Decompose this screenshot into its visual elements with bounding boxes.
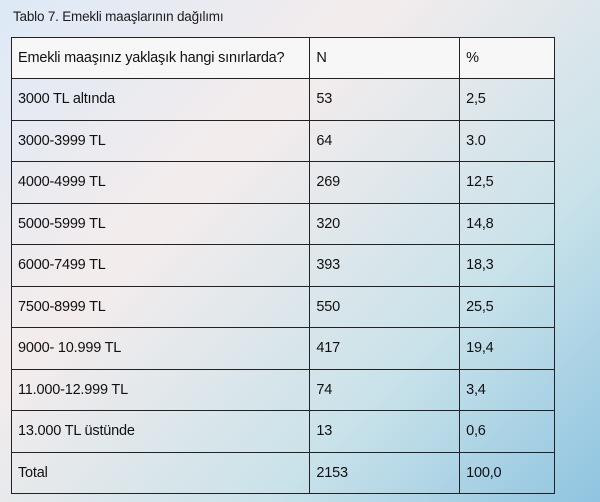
table-total-row	[12, 452, 555, 493]
table-row	[12, 162, 555, 204]
cell-n: 74	[310, 369, 460, 411]
cell-n: 393	[310, 245, 460, 287]
table-caption: Tablo 7. Emekli maaşlarının dağılımı	[13, 9, 224, 24]
cell-n: 269	[310, 162, 460, 204]
cell-range: 5000-5999 TL	[12, 203, 310, 245]
cell-n: 320	[310, 203, 460, 245]
table-row	[12, 79, 555, 121]
cell-n: 417	[310, 328, 460, 370]
cell-percent: 25,5	[460, 286, 555, 328]
cell-range: 3000-3999 TL	[12, 120, 310, 162]
table-row	[12, 369, 555, 411]
cell-range: 9000- 10.999 TL	[12, 328, 310, 370]
cell-percent: 100,0	[460, 452, 555, 493]
cell-percent: 18,3	[460, 245, 555, 287]
table-row	[12, 411, 555, 453]
pension-distribution-table	[11, 37, 555, 494]
cell-percent: 0,6	[460, 411, 555, 453]
cell-percent: 2,5	[460, 79, 555, 121]
cell-n: 64	[310, 120, 460, 162]
cell-percent: 3,4	[460, 369, 555, 411]
cell-percent: 12,5	[460, 162, 555, 204]
column-header-percent: %	[460, 38, 555, 79]
column-header-n: N	[310, 38, 460, 79]
cell-range: 11.000-12.999 TL	[12, 369, 310, 411]
cell-n: 550	[310, 286, 460, 328]
cell-range: Total	[12, 452, 310, 493]
cell-percent: 14,8	[460, 203, 555, 245]
table-header-row	[12, 38, 555, 79]
table-row	[12, 286, 555, 328]
cell-range: 13.000 TL üstünde	[12, 411, 310, 453]
cell-n: 2153	[310, 452, 460, 493]
table-row	[12, 245, 555, 287]
table-row	[12, 328, 555, 370]
cell-percent: 3.0	[460, 120, 555, 162]
cell-range: 4000-4999 TL	[12, 162, 310, 204]
table-row	[12, 120, 555, 162]
cell-n: 53	[310, 79, 460, 121]
table-row	[12, 203, 555, 245]
cell-percent: 19,4	[460, 328, 555, 370]
cell-n: 13	[310, 411, 460, 453]
cell-range: 7500-8999 TL	[12, 286, 310, 328]
cell-range: 6000-7499 TL	[12, 245, 310, 287]
column-header-range: Emekli maaşınız yaklaşık hangi sınırlarda?	[12, 38, 310, 79]
cell-range: 3000 TL altında	[12, 79, 310, 121]
